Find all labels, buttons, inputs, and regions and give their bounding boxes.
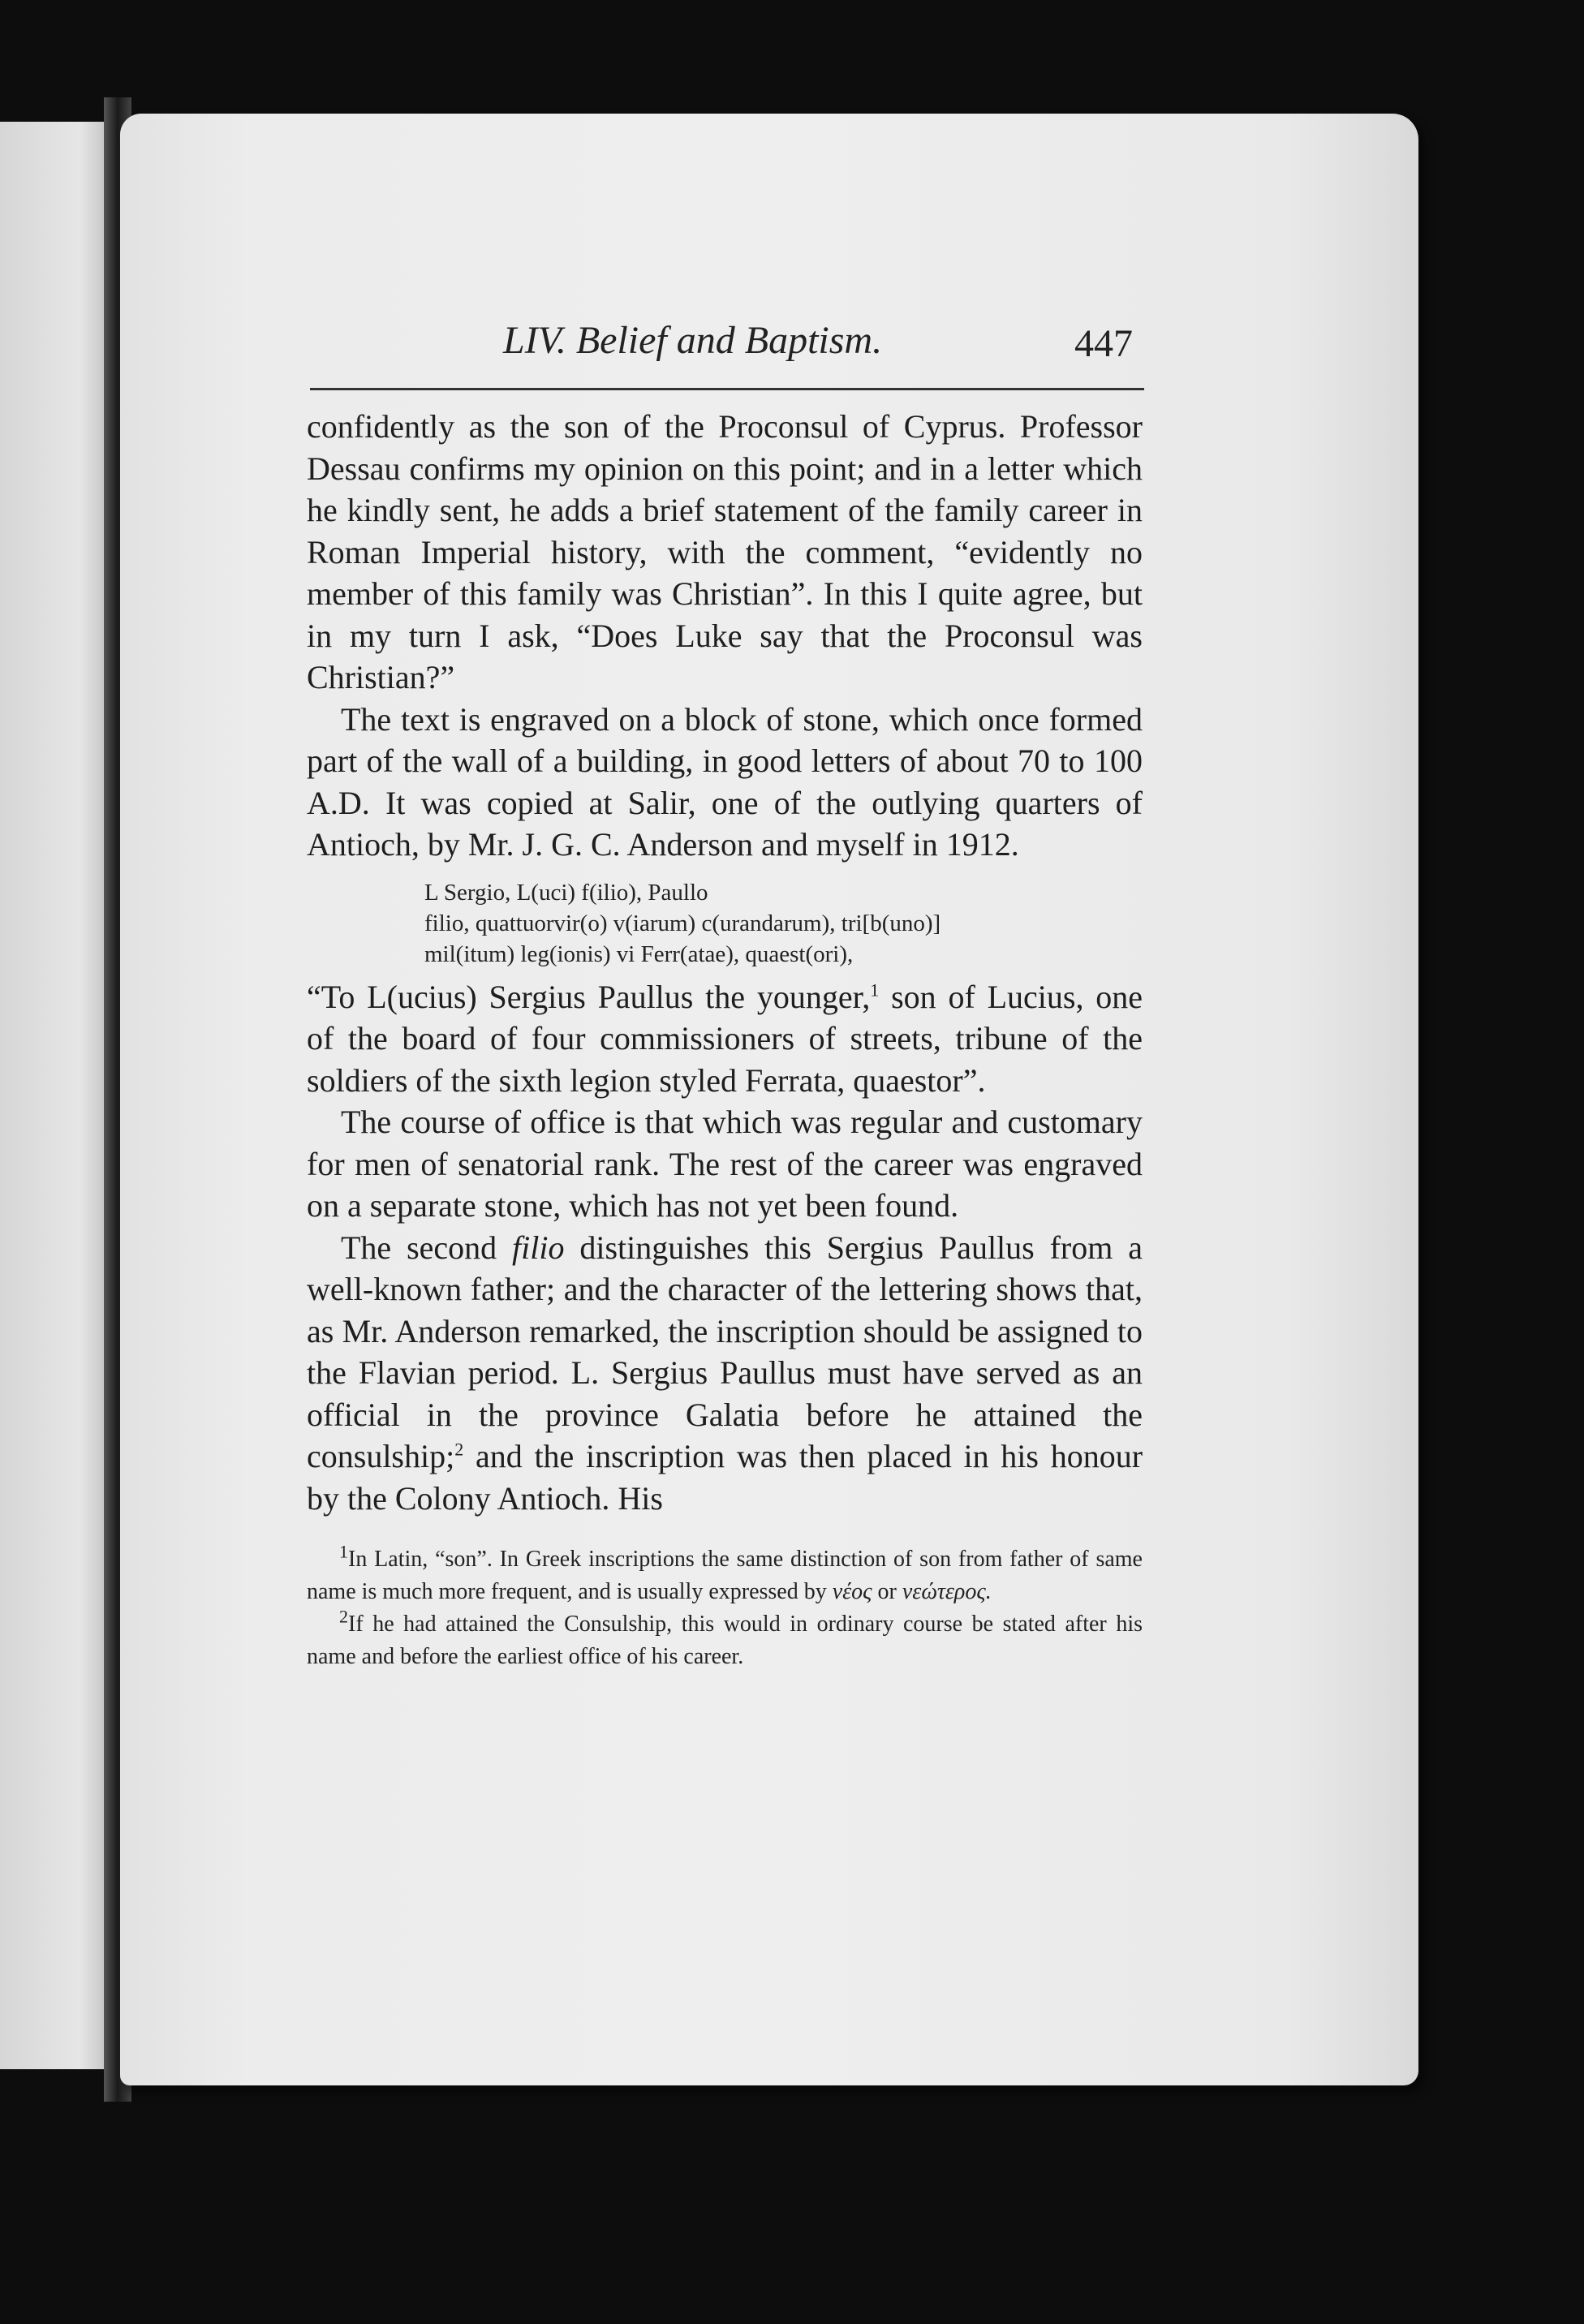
header-rule — [310, 388, 1144, 390]
footnote-1: $^1$In Latin, “son”. In Greek inscriptions the same distinction of son from father of same name is much more frequent, and is usually expressed by νέος or νεώτερος. — [307, 1541, 1143, 1604]
greek-word: νεώτερος. — [902, 1579, 992, 1604]
footnote-2: $^2$If he had attained the Consulship, this would in ordinary course be stated after his name and before the earliest office of his career. — [307, 1606, 1143, 1669]
inscription-block — [307, 877, 1143, 970]
inscription-line: filio, quattuorvir(o) v(iarum) c(urandarum), tri[b(uno)] — [424, 910, 941, 936]
paragraph-5: The second filio distinguishes this Sergius Paullus from a well-known father; and the character of the lettering shows that, as Mr. Anderson remarked, the inscription should be assigned to the Flavian period. L. Sergius Paullus must have served as an official in the province Galatia before he attained the consulship;$^2$ and the inscription was then placed in his honour by the Colony Antioch. His — [307, 1229, 1143, 1517]
body-text — [307, 406, 1143, 1673]
page-number: 447 — [1074, 322, 1133, 365]
paragraph-2: The text is engraved on a block of stone, which once formed part of the wall of a building, in good letters of about 70 to 100 A.D. It was copied at Salir, one of the outlying quarters of Antioch, by Mr. J. G. C. Anderson and myself in 1912. — [307, 700, 1143, 863]
footnotes — [307, 1543, 1143, 1673]
era-abbrev: A.D. — [307, 784, 370, 821]
paragraph-3: “To L(ucius) Sergius Paullus the younger,$^1$ son of Lucius, one of the board of four commissioners of streets, tribune of the soldiers of the sixth legion styled Ferrata, quaestor”. — [307, 978, 1143, 1099]
inscription-line: mil(itum) leg(ionis) vi Ferr(atae), quaest(ori), — [424, 940, 854, 967]
inscription-line: L Sergio, L(uci) f(ilio), Paullo — [424, 879, 708, 906]
page-header — [185, 318, 1143, 367]
running-title: LIV. Belief and Baptism. — [503, 319, 883, 362]
greek-word: νέος — [832, 1579, 872, 1604]
paragraph-4: The course of office is that which was regular and customary for men of senatorial rank. The rest of the career was engraved on a separate stone, which has not yet been found. — [307, 1104, 1143, 1224]
italic-word: filio — [512, 1229, 565, 1266]
footnote-ref-2: 2 — [454, 1439, 464, 1460]
paragraph-1: confidently as the son of the Proconsul of Cyprus. Professor Dessau confirms my opinion on this point; and in a letter which he kindly sent, he adds a brief statement of the family career in Roman Imperial history, with the comment, “evidently no member of this family was Christian”. In this I quite agree, but in my turn I ask, “Does Luke say that the Proconsul was Christian?” — [307, 408, 1143, 695]
facing-page-edge — [0, 122, 114, 2069]
footnote-ref-1: 1 — [870, 979, 880, 1001]
